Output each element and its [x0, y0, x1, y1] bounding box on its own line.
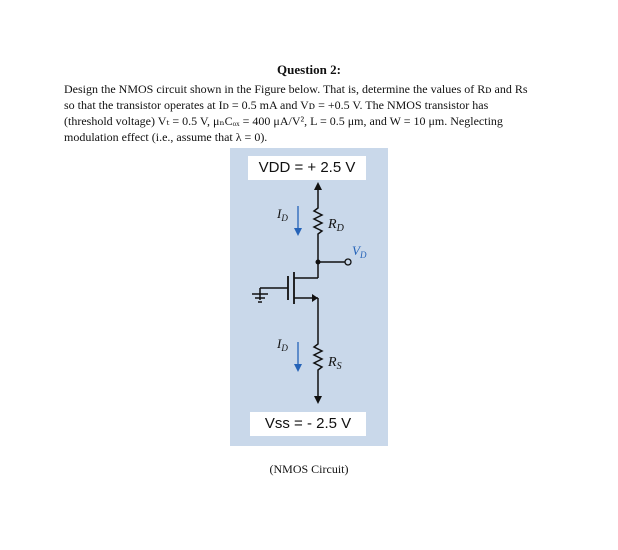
rs-resistor: [314, 336, 322, 398]
question-line-4: modulation effect (i.e., assume that λ = 0).: [64, 130, 268, 144]
question-body: [64, 81, 564, 145]
vss-label: Vss = - 2.5 V: [250, 412, 366, 436]
question-title: Question 2:: [277, 62, 341, 77]
vdd-arrow: [314, 182, 322, 190]
figure-caption: (NMOS Circuit): [269, 462, 349, 476]
question-line-1: Design the NMOS circuit shown in the Figure below. That is, determine the values of Rᴅ and Rs: [64, 82, 528, 96]
vss-arrow: [314, 396, 322, 404]
vd-label: $V_D$: [352, 243, 367, 260]
source-arrow: [312, 294, 318, 302]
rs-label: $R_S$: [328, 355, 342, 372]
rd-resistor: [314, 200, 322, 251]
vd-terminal: [345, 259, 351, 265]
rd-label: $R_D$: [328, 217, 344, 234]
vdd-label: VDD = + 2.5 V: [248, 156, 366, 180]
id-top-label: $I_D$: [277, 206, 288, 223]
id-top-arrow-head: [294, 228, 302, 236]
id-bottom-arrow-head: [294, 364, 302, 372]
nmos-circuit-diagram: [230, 148, 388, 446]
question-line-3: (threshold voltage) Vₜ = 0.5 V, μₙCₒₓ = 400 μA/V², L = 0.5 μm, and W = 10 μm. Neglecting: [64, 114, 503, 128]
question-line-2: so that the transistor operates at Iᴅ = 0.5 mA and Vᴅ = +0.5 V. The NMOS transistor has: [64, 98, 489, 112]
id-bottom-label: $I_D$: [277, 336, 288, 353]
